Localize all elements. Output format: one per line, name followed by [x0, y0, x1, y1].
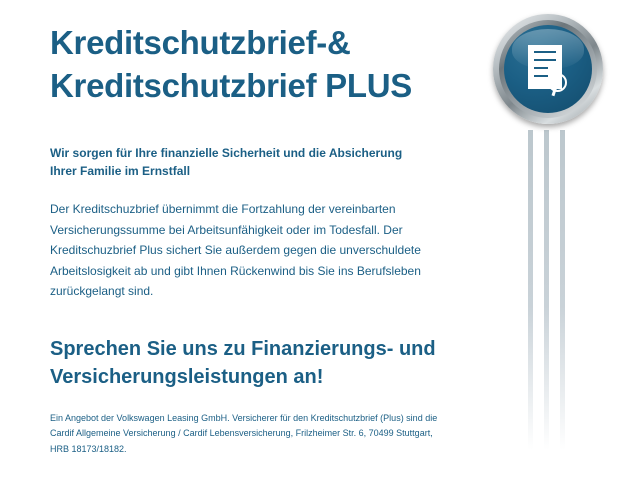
doc-line-2: [534, 59, 556, 61]
title-line-2: Kreditschutzbrief PLUS: [50, 66, 412, 104]
legal-disclaimer: Ein Angebot der Volkswagen Leasing GmbH. Versicherer für den Kreditschutzbrief (Plus) sind die Cardif Allgemeine Versicherung / Cardif Lebensversicherung, Frilzheimer Str. 6, 70499 Stuttgart, HRB 18173/18182.: [50, 413, 438, 454]
slide-content: [50, 22, 500, 457]
callout-heading: Sprechen Sie uns zu Finanzierungs- und Versicherungsleistungen an!: [50, 338, 436, 389]
doc-line-1: [534, 51, 556, 53]
stamp-circle-icon: [548, 73, 567, 92]
certificate-seal-icon: [493, 14, 603, 124]
doc-line-4: [534, 75, 548, 77]
doc-line-3: [534, 67, 548, 69]
subtitle: Wir sorgen für Ihre finanzielle Sicherheit und die Absicherung Ihrer Familie im Ernstfall: [50, 145, 403, 179]
page-title: [50, 22, 500, 108]
title-line-1: Kreditschutzbrief-&: [50, 24, 351, 61]
body-paragraph: Der Kreditschuzbrief übernimmt die Fortzahlung der vereinbarten Versicherungssumme bei Arbeitsunfähigkeit oder im Todesfall. Der Kreditschuzbrief Plus sichert Sie außerdem gegen die unverschuldete Arbeitslosigkeit ab und gibt Ihnen Rückenwind bis Sie ins Berufsleben zurückgelangt sind.: [50, 201, 421, 299]
stripe-1: [528, 130, 533, 450]
stripe-2: [544, 130, 549, 450]
stripe-3: [560, 130, 565, 450]
decorative-stripes: [520, 130, 590, 450]
seal-face: [504, 25, 592, 113]
